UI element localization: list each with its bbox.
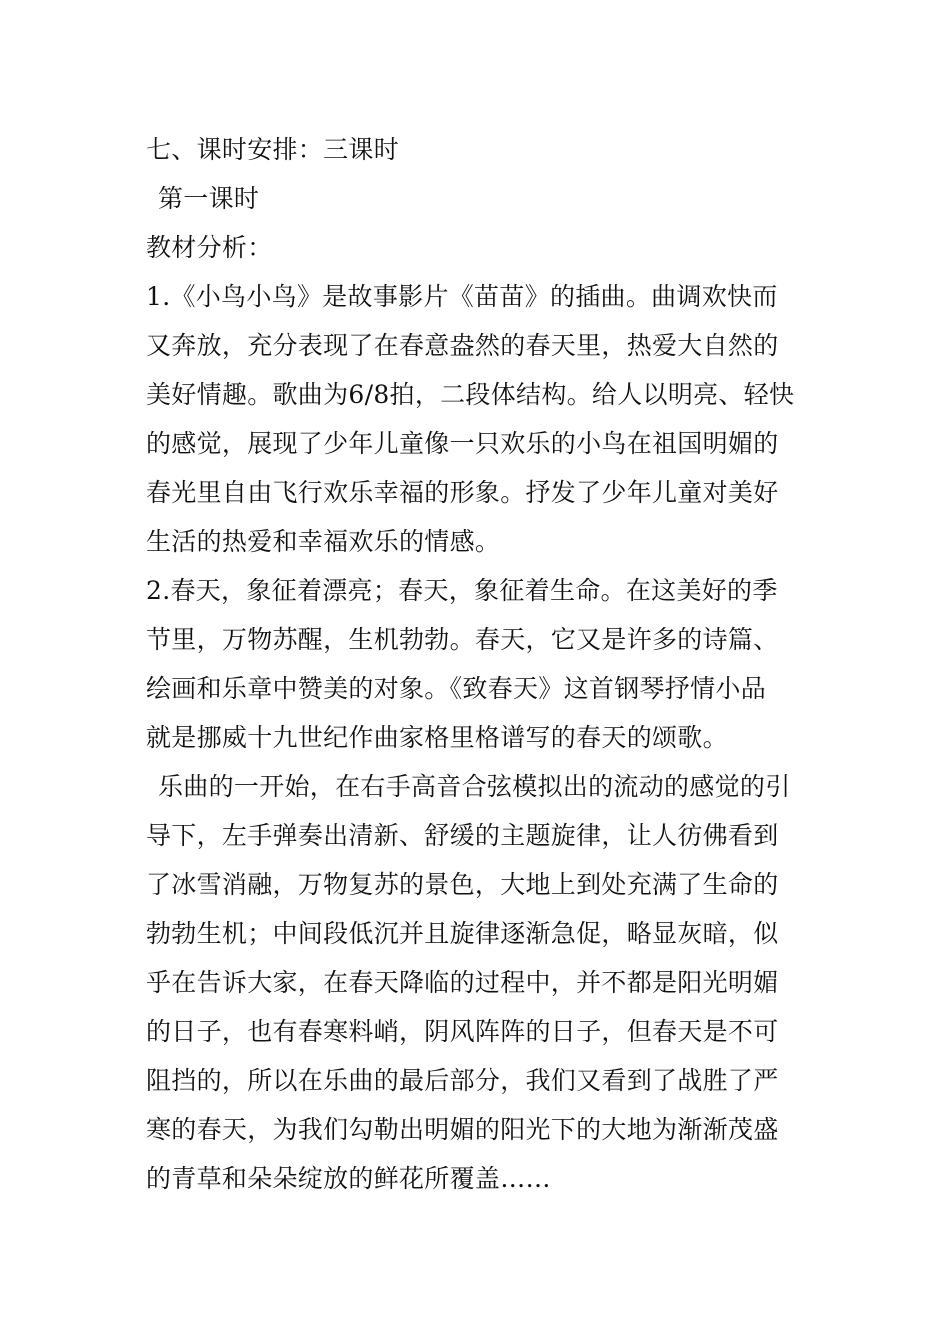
section-title: 教材分析： <box>146 233 273 262</box>
paragraph-line: 勃勃生机；中间段低沉并且旋律逐渐急促，略显灰暗，似 <box>146 919 779 948</box>
paragraph-line: 节里，万物苏醒，生机勃勃。春天，它又是许多的诗篇、 <box>146 625 779 654</box>
paragraph-line: 的日子，也有春寒料峭，阴风阵阵的日子，但春天是不可 <box>146 1017 779 1046</box>
paragraph-line: 1.《小鸟小鸟》是故事影片《苗苗》的插曲。曲调欢快而 <box>146 282 778 311</box>
paragraph-line: 乎在告诉大家，在春天降临的过程中，并不都是阳光明媚 <box>146 968 779 997</box>
lesson-title: 第一课时 <box>158 184 260 213</box>
paragraph-line: 又奔放，充分表现了在春意盎然的春天里，热爱大自然的 <box>146 331 779 360</box>
paragraph-line: 乐曲的一开始，在右手高音合弦模拟出的流动的感觉的引 <box>158 772 791 801</box>
paragraph-line: 的感觉，展现了少年儿童像一只欢乐的小鸟在祖国明媚的 <box>146 429 779 458</box>
paragraph-line: 2.春天，象征着漂亮；春天，象征着生命。在这美好的季 <box>146 576 778 605</box>
paragraph-line: 寒的春天，为我们勾勒出明媚的阳光下的大地为渐渐茂盛 <box>146 1115 779 1144</box>
paragraph-line: 春光里自由飞行欢乐幸福的形象。抒发了少年儿童对美好 <box>146 478 779 507</box>
schedule-heading: 七、课时安排：三课时 <box>146 135 400 164</box>
paragraph-line: 绘画和乐章中赞美的对象。《致春天》这首钢琴抒情小品 <box>146 674 767 703</box>
paragraph-line: 阻挡的，所以在乐曲的最后部分，我们又看到了战胜了严 <box>146 1066 779 1095</box>
paragraph-line: 生活的热爱和幸福欢乐的情感。 <box>146 527 501 556</box>
paragraph-line: 导下，左手弹奏出清新、舒缓的主题旋律，让人彷佛看到 <box>146 821 779 850</box>
paragraph-1 <box>146 272 806 566</box>
paragraph-line: 就是挪威十九世纪作曲家格里格谱写的春天的颂歌。 <box>146 723 728 752</box>
document-body <box>146 125 806 1203</box>
paragraph-line: 了冰雪消融，万物复苏的景色，大地上到处充满了生命的 <box>146 870 779 899</box>
paragraph-3 <box>146 762 806 1203</box>
paragraph-2 <box>146 566 806 762</box>
paragraph-line: 的青草和朵朵绽放的鲜花所覆盖…… <box>146 1164 551 1193</box>
paragraph-line: 美好情趣。歌曲为6/8拍，二段体结构。给人以明亮、轻快 <box>146 380 795 409</box>
